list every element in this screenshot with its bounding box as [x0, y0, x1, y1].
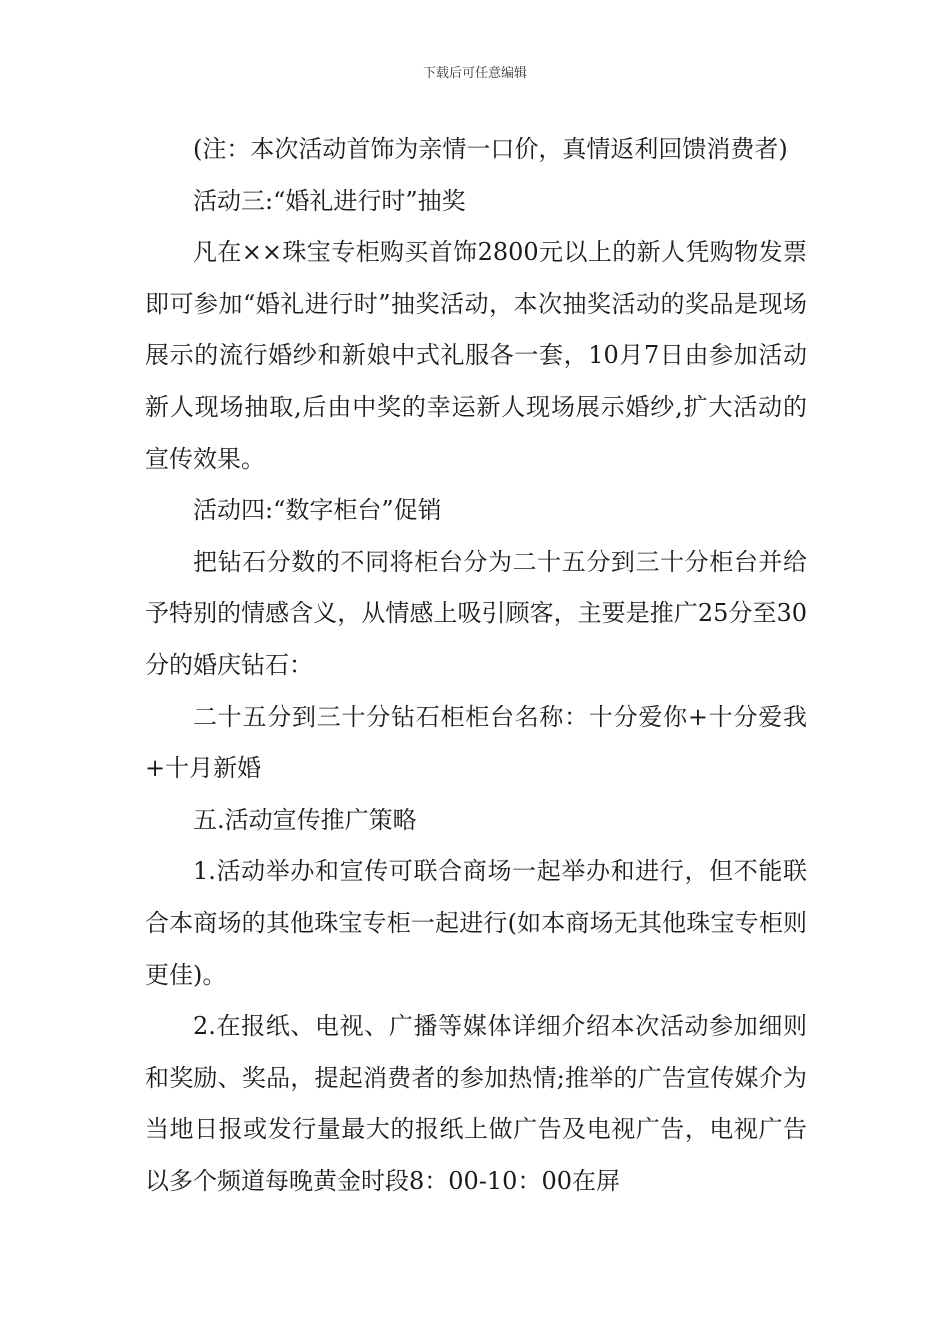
page-header: 下载后可任意编辑 [422, 66, 527, 81]
paragraph-activity-four-body: 把钻石分数的不同将柜台分为二十五分到三十分柜台并给予特别的情感含义，从情感上吸引顾客，主要是推广25分至30分的婚庆钻石： [145, 547, 807, 679]
paragraph-strategy-item-2: 2.在报纸、电视、广播等媒体详细介绍本次活动参加细则和奖励、奖品，提起消费者的参加热情;推举的广告宣传媒介为当地日报或发行量最大的报纸上做广告及电视广告，电视广告以多个频道每晚黄金时段8：00-10：00在屏 [145, 1012, 807, 1195]
section-heading-promotion-strategy: 五.活动宣传推广策略 [193, 805, 417, 834]
paragraph-note: (注：本次活动首饰为亲情一口价，真情返利回馈消费者) [193, 135, 788, 163]
paragraph-activity-three-body: 凡在××珠宝专柜购买首饰2800元以上的新人凭购物发票即可参加“婚礼进行时”抽奖活动，本次抽奖活动的奖品是现场展示的流行婚纱和新娘中式礼服各一套，10月7日由参加活动新人现场抽取,后由中奖的幸运新人现场展示婚纱,扩大活动的宣传效果。 [145, 238, 807, 473]
paragraph-activity-four-title: 活动四:“数字柜台”促销 [193, 496, 442, 525]
paragraph-counter-name: 二十五分到三十分钻石柜柜台名称：十分爱你+十分爱我+十月新婚 [145, 702, 807, 783]
paragraph-strategy-item-1: 1.活动举办和宣传可联合商场一起举办和进行，但不能联合本商场的其他珠宝专柜一起进行(如本商场无其他珠宝专柜则更佳)。 [145, 857, 807, 989]
document-body [145, 124, 807, 1207]
paragraph-activity-three-title: 活动三:“婚礼进行时”抽奖 [193, 186, 466, 215]
